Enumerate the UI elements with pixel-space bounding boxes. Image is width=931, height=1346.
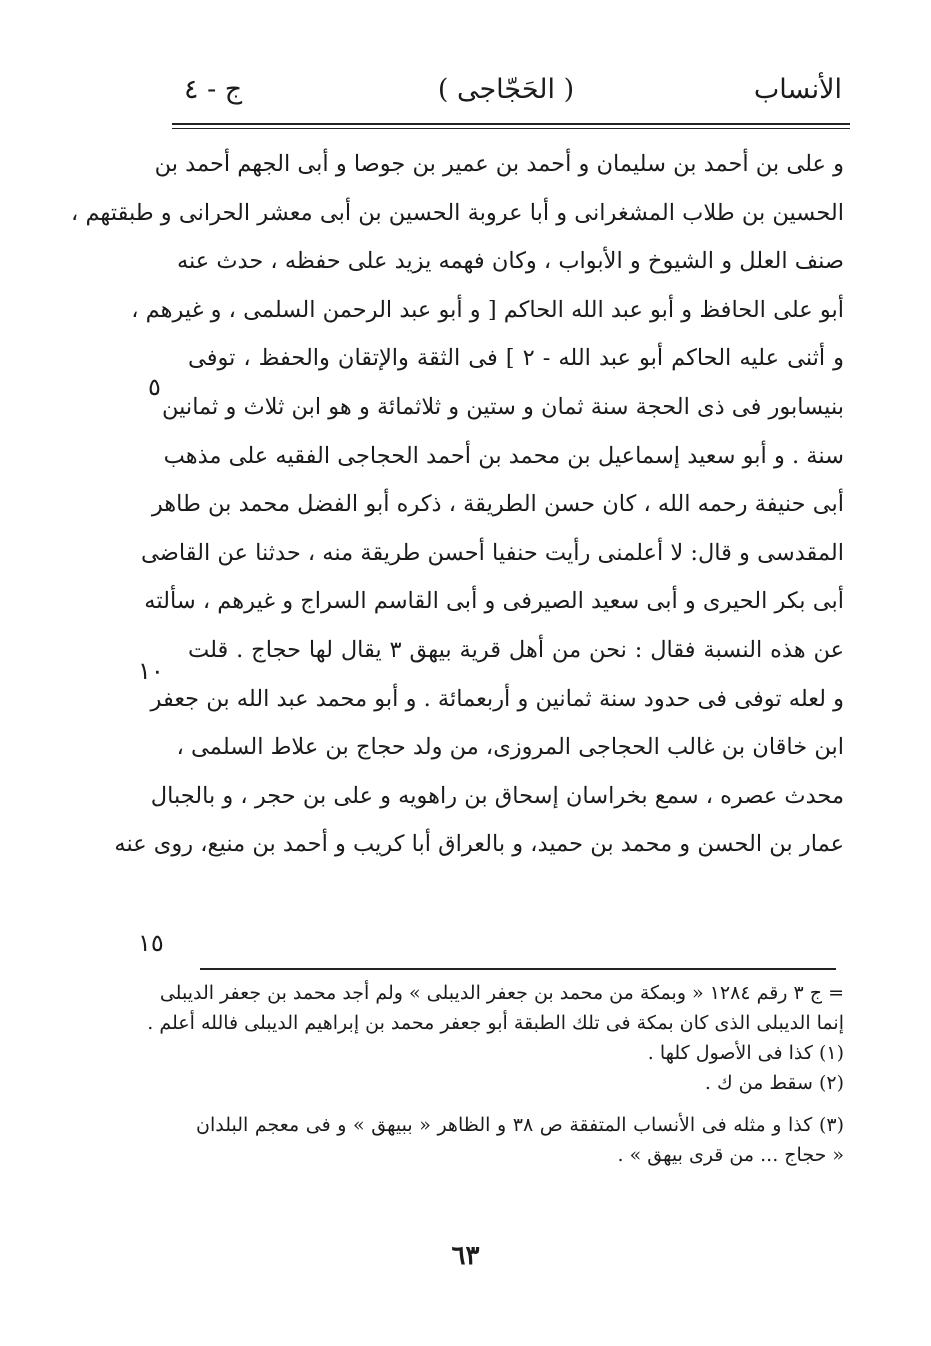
header-rule-thick: [172, 123, 850, 125]
footnote-3: (٣) كذا و مثله فى الأنساب المتفقة ص ٣٨ و الظاهر « ببيهق » و فى معجم البلدان: [196, 1114, 845, 1136]
running-header: [170, 70, 842, 114]
text-line: عمار بن الحسن و محمد بن حميد، و بالعراق أبا كريب و أحمد بن منيع، روى عنه: [114, 831, 844, 858]
text-line: ابن خاقان بن غالب الحجاجى المروزى، من ولد حجاج بن علاط السلمى ،: [176, 734, 844, 761]
line-number-marker-15: ١٥: [138, 929, 164, 957]
footnote-3-continued: « حجاج ... من قرى بيهق » .: [617, 1144, 844, 1166]
text-line: و على بن أحمد بن سليمان و أحمد بن عمير بن جوصا و أبى الجهم أحمد بن: [154, 151, 844, 177]
header-rule-thin: [172, 128, 850, 129]
header-section-name: الأنساب: [753, 74, 842, 105]
text-line: أبو على الحافظ و أبو عبد الله الحاكم [ و أبو عبد الرحمن السلمى ، و غيرهم ،: [131, 296, 844, 323]
footnote-rule: [200, 968, 836, 970]
text-line: صنف العلل و الشيوخ و الأبواب ، وكان فهمه يزيد على حفظه ، حدث عنه: [176, 248, 844, 275]
text-line: المقدسى و قال: لا أعلمنى رأيت حنفيا أحسن طريقة منه ، حدثنا عن القاضى: [141, 539, 844, 566]
footnote-continuation-line: = ج ٣ رقم ١٢٨٤ « وبمكة من محمد بن جعفر الديبلى » ولم أجد محمد بن جعفر الديبلى: [159, 982, 844, 1004]
text-line: الحسين بن طلاب المشغرانى و أبا عروبة الحسين بن أبى معشر الحرانى و طبقتهم ،: [71, 199, 844, 226]
footnotes: [147, 978, 845, 1170]
footnote-continuation-line: إنما الديبلى الذى كان بمكة فى تلك الطبقة أبو جعفر محمد بن إبراهيم الديبلى فالله أعلم .: [147, 1012, 844, 1034]
text-line: أبى حنيفة رحمه الله ، كان حسن الطريقة ، ذكره أبو الفضل محمد بن طاهر: [151, 491, 844, 518]
footnote-2: (٢) سقط من ك .: [704, 1072, 844, 1094]
text-line: بنيسابور فى ذى الحجة سنة ثمان و ستين و ثلاثمائة و هو ابن ثلاث و ثمانين: [162, 393, 844, 420]
text-line: سنة . و أبو سعيد إسماعيل بن محمد بن أحمد الحجاجى الفقيه على مذهب: [163, 442, 844, 469]
header-entry-title: ( الحَجّاجى ): [437, 74, 575, 105]
header-volume: ج - ٤: [184, 74, 243, 105]
line-number-marker-10: ١٠: [138, 657, 164, 685]
text-line: و أثنى عليه الحاكم أبو عبد الله - ٢ ] فى الثقة والإتقان والحفظ ، توفى: [188, 345, 844, 372]
text-line: و لعله توفى فى حدود سنة ثمانين و أربعمائة . و أبو محمد عبد الله بن جعفر: [150, 685, 844, 712]
footnote-spacer: [196, 1098, 844, 1110]
page-number: ٦٣: [451, 1241, 480, 1271]
text-line: عن هذه النسبة فقال : نحن من أهل قرية بيهق ٣ يقال لها حجاج . قلت: [188, 636, 844, 663]
footnote-1: (١) كذا فى الأصول كلها .: [647, 1042, 844, 1064]
line-number-marker-5: ٥: [148, 373, 161, 401]
text-line: أبى بكر الحيرى و أبى سعيد الصيرفى و أبى القاسم السراج و غيرهم ، سألته: [144, 588, 844, 615]
text-line: محدث عصره ، سمع بخراسان إسحاق بن راهويه و على بن حجر ، و بالجبال: [150, 782, 844, 809]
